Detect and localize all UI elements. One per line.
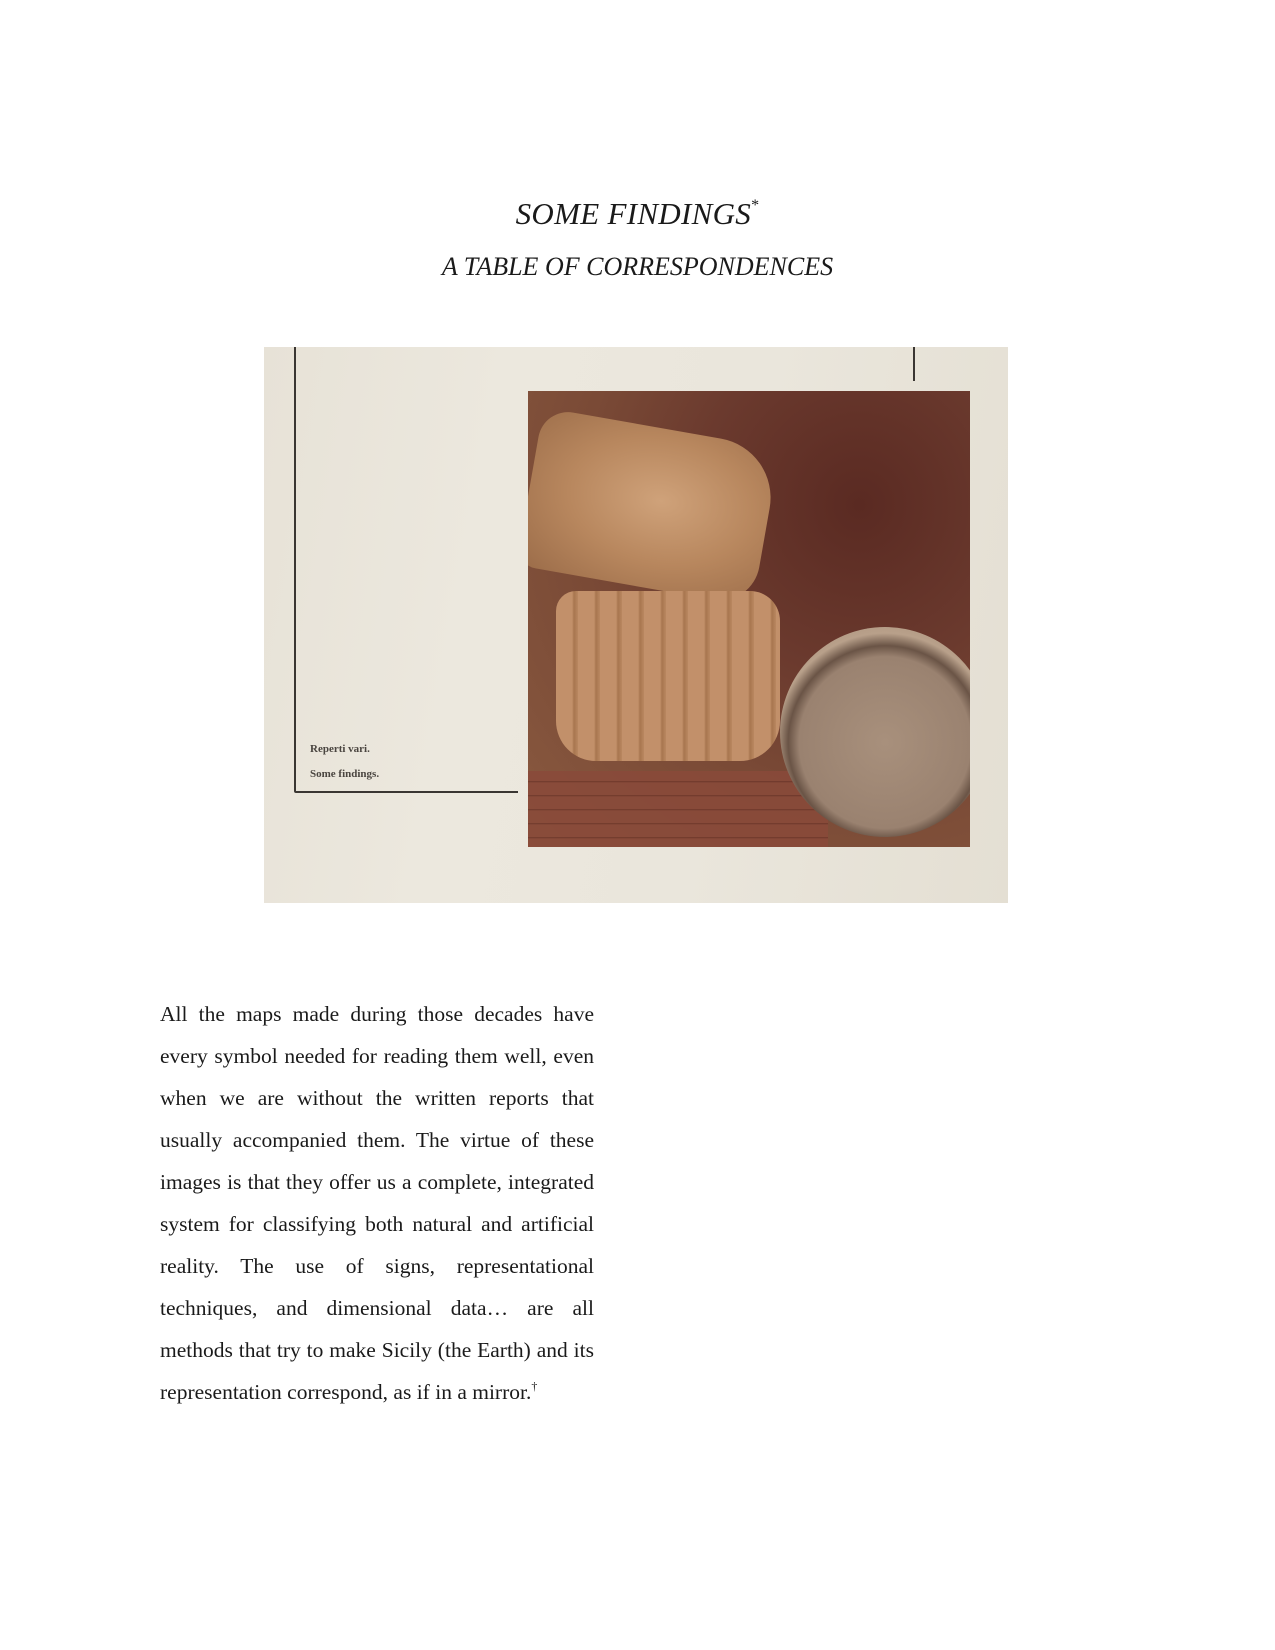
title-footnote-marker[interactable]: * xyxy=(751,197,760,214)
photo-caption-italian: Reperti vari. xyxy=(310,743,370,755)
stone-block xyxy=(528,407,780,606)
paragraph-footnote-marker[interactable]: † xyxy=(531,1379,538,1393)
brick-floor xyxy=(528,771,828,847)
title-text: SOME FINDINGS xyxy=(515,196,752,231)
frame-line xyxy=(913,347,915,381)
page-subtitle: A TABLE OF CORRESPONDENCES xyxy=(441,252,834,281)
frame-line xyxy=(294,347,296,791)
paragraph-text: All the maps made during those decades have every symbol needed for reading them well, even when we are without the written reports that usually accompanied them. The virtue of these images is that they offer us a complete, integrated system for classifying both natural and artificial reality. The use of signs, representational techniques, and dimensional data… are all methods that try to make Sicily (the Earth) and its representation correspond, as if in a mirror. xyxy=(160,1002,594,1404)
page-title xyxy=(0,196,1275,232)
photo-caption-english: Some findings. xyxy=(310,768,380,780)
frame-line xyxy=(294,791,518,793)
findings-photograph xyxy=(264,347,1008,903)
stone-fragments-image xyxy=(528,391,970,847)
fluted-column-fragment xyxy=(556,591,780,761)
body-paragraph xyxy=(160,993,594,1413)
